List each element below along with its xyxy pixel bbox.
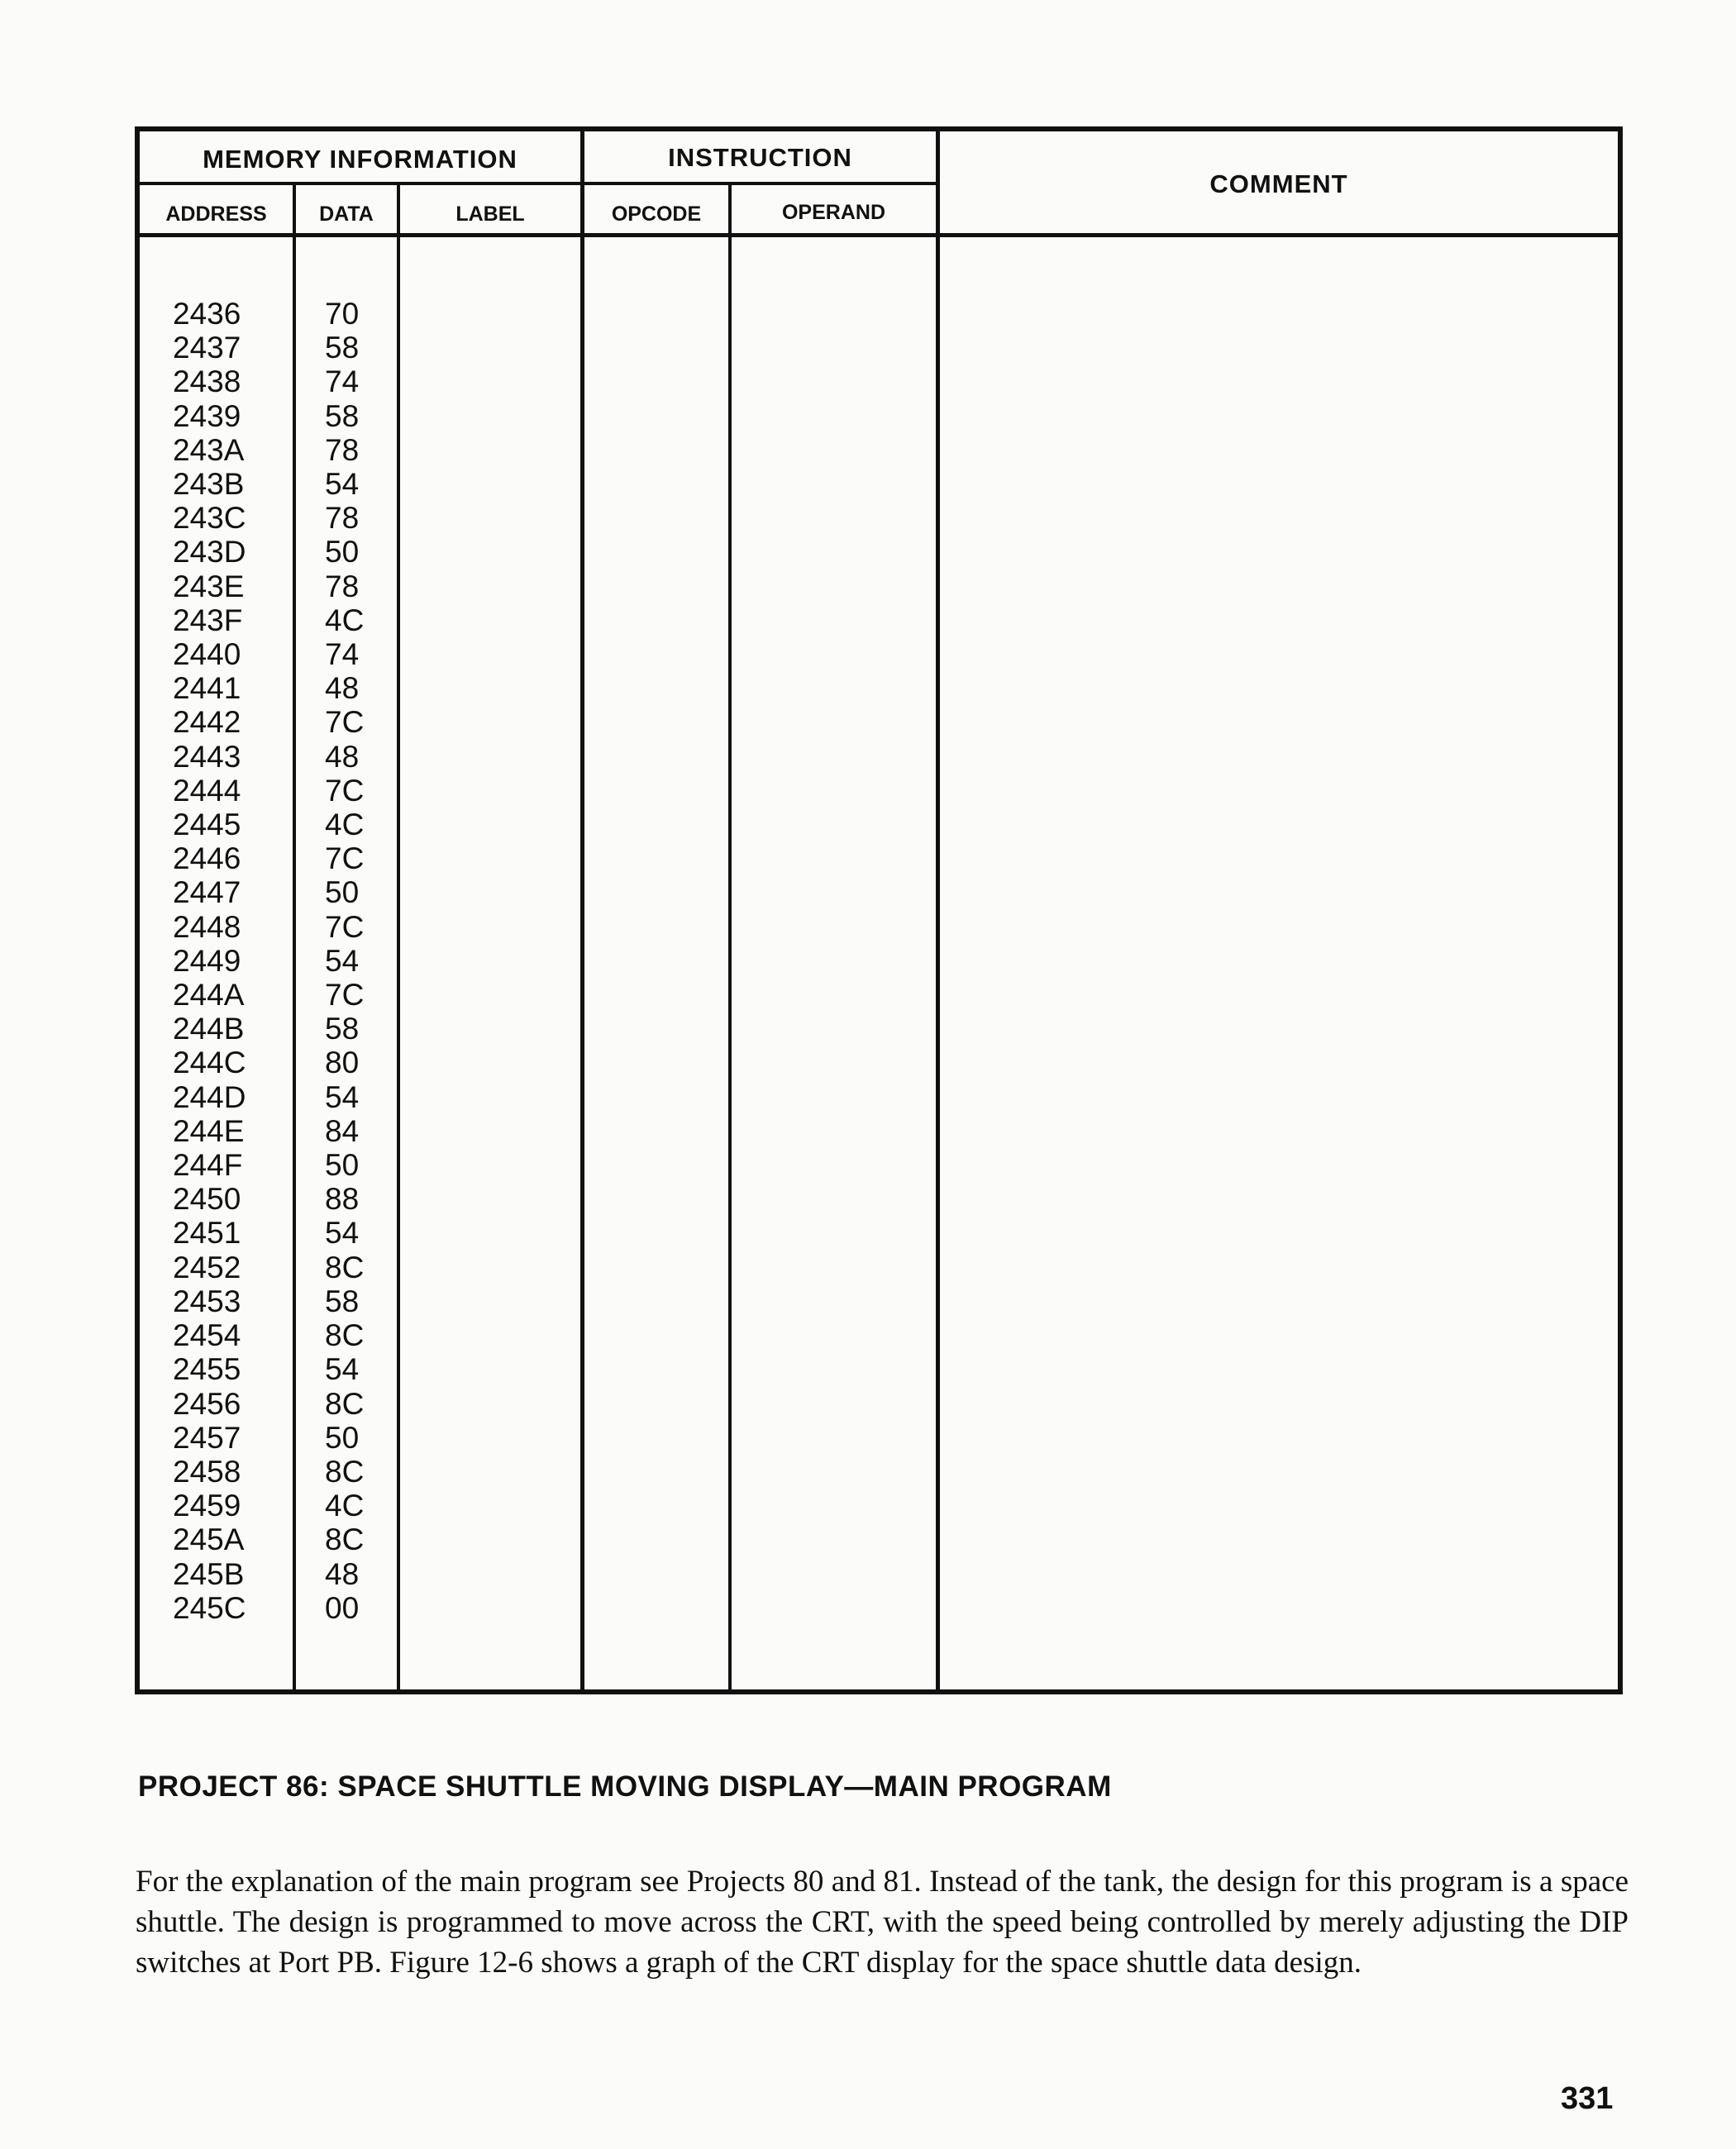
address-cell: 2457: [173, 1420, 241, 1455]
data-cell: 58: [325, 331, 360, 365]
address-cell: 2452: [173, 1250, 241, 1284]
address-cell: 2447: [173, 875, 241, 910]
address-cell: 2459: [173, 1489, 241, 1523]
address-cell: 245C: [173, 1590, 246, 1625]
program-table: [135, 126, 1623, 1694]
data-cell: 50: [325, 875, 360, 910]
data-cell: 7C: [325, 705, 365, 740]
data-cell: 8C: [325, 1250, 365, 1284]
data-cell: 50: [325, 1420, 360, 1455]
address-cell: 2436: [173, 297, 241, 331]
address-cell: 2439: [173, 398, 241, 433]
data-cell: 78: [325, 569, 360, 603]
section-paragraph: For the explanation of the main program see Projects 80 and 81. Instead of the tank, the design for this program is a space shuttle. The design is programmed to move across the CRT, with the speed being controlled by merely adjusting the DIP switches at Port PB. Figure 12-6 shows a graph of the CRT display for the space shuttle data design.: [136, 1865, 1629, 1980]
data-cell: 54: [325, 943, 360, 978]
data-cell: 58: [325, 1284, 360, 1318]
data-cell: 8C: [325, 1386, 365, 1421]
address-cell: 2454: [173, 1318, 241, 1353]
address-cell: 244B: [173, 1012, 245, 1046]
data-cell: 48: [325, 1556, 360, 1591]
data-cell: 48: [325, 671, 360, 706]
header-address: ADDRESS: [165, 203, 267, 226]
data-cell: 4C: [325, 603, 365, 637]
header-bottom-line: [140, 233, 1618, 237]
address-cell: 2455: [173, 1352, 241, 1387]
address-cell: 243F: [173, 603, 243, 637]
address-cell: 243C: [173, 501, 246, 536]
data-cell: 8C: [325, 1454, 365, 1489]
address-cell: 2449: [173, 943, 241, 978]
data-cell: 7C: [325, 841, 365, 876]
address-cell: 2443: [173, 739, 241, 774]
address-cell: 2444: [173, 773, 241, 808]
group-header-divider: [140, 182, 937, 185]
col-divider-instruction-comment: [936, 131, 940, 1694]
data-cell: 80: [325, 1046, 360, 1080]
section-heading: PROJECT 86: SPACE SHUTTLE MOVING DISPLAY—MAIN PROGRAM: [138, 1770, 1112, 1803]
col-divider-data-label: [397, 185, 400, 1694]
address-cell: 2442: [173, 705, 241, 740]
data-cell: 74: [325, 637, 360, 672]
data-cell: 48: [325, 739, 360, 774]
address-cell: 245A: [173, 1522, 245, 1557]
address-cell: 2445: [173, 808, 241, 842]
address-cell: 2450: [173, 1182, 241, 1217]
header-comment: COMMENT: [1209, 169, 1348, 198]
address-cell: 2437: [173, 331, 241, 365]
address-cell: 2451: [173, 1216, 241, 1251]
data-column: [325, 297, 364, 1625]
address-cell: 2448: [173, 909, 241, 944]
header-opcode: OPCODE: [611, 203, 702, 226]
data-cell: 8C: [325, 1522, 365, 1557]
data-cell: 54: [325, 1352, 360, 1387]
address-cell: 244A: [173, 978, 245, 1013]
address-cell: 243D: [173, 535, 246, 569]
address-cell: 243A: [173, 432, 245, 467]
address-cell: 2440: [173, 637, 241, 672]
data-cell: 70: [325, 297, 360, 331]
data-cell: 74: [325, 365, 360, 399]
address-column: [173, 297, 246, 1625]
header-memory-information: MEMORY INFORMATION: [203, 145, 517, 174]
data-cell: 84: [325, 1113, 360, 1148]
address-cell: 244D: [173, 1079, 246, 1114]
data-cell: 88: [325, 1182, 360, 1217]
address-cell: 2446: [173, 841, 241, 876]
data-cell: 7C: [325, 909, 365, 944]
data-cell: 54: [325, 1079, 360, 1114]
data-cell: 4C: [325, 1489, 365, 1523]
address-cell: 244C: [173, 1046, 246, 1080]
data-cell: 50: [325, 1148, 360, 1183]
col-divider-address-data: [293, 185, 296, 1694]
address-cell: 244F: [173, 1148, 243, 1183]
data-cell: 7C: [325, 978, 365, 1013]
header-data: DATA: [319, 203, 374, 226]
data-cell: 78: [325, 432, 360, 467]
data-cell: 7C: [325, 773, 365, 808]
address-cell: 244E: [173, 1113, 245, 1148]
address-cell: 2453: [173, 1284, 241, 1318]
col-divider-opcode-operand: [728, 185, 732, 1694]
data-cell: 78: [325, 501, 360, 536]
data-cell: 4C: [325, 808, 365, 842]
data-cell: 8C: [325, 1318, 365, 1353]
col-divider-memory-instruction: [580, 131, 584, 1694]
address-cell: 245B: [173, 1556, 245, 1591]
header-label: LABEL: [455, 203, 525, 226]
address-cell: 243E: [173, 569, 245, 603]
address-cell: 2438: [173, 365, 241, 399]
data-cell: 00: [325, 1590, 360, 1625]
data-cell: 54: [325, 1216, 360, 1251]
data-cell: 58: [325, 1012, 360, 1046]
header-instruction: INSTRUCTION: [668, 143, 852, 172]
header-operand: OPERAND: [781, 201, 885, 224]
data-cell: 54: [325, 467, 360, 502]
page-number: 331: [1561, 2081, 1614, 2116]
data-cell: 58: [325, 398, 360, 433]
address-cell: 243B: [173, 467, 245, 502]
address-cell: 2441: [173, 671, 241, 706]
address-cell: 2456: [173, 1386, 241, 1421]
address-cell: 2458: [173, 1454, 241, 1489]
data-cell: 50: [325, 535, 360, 569]
